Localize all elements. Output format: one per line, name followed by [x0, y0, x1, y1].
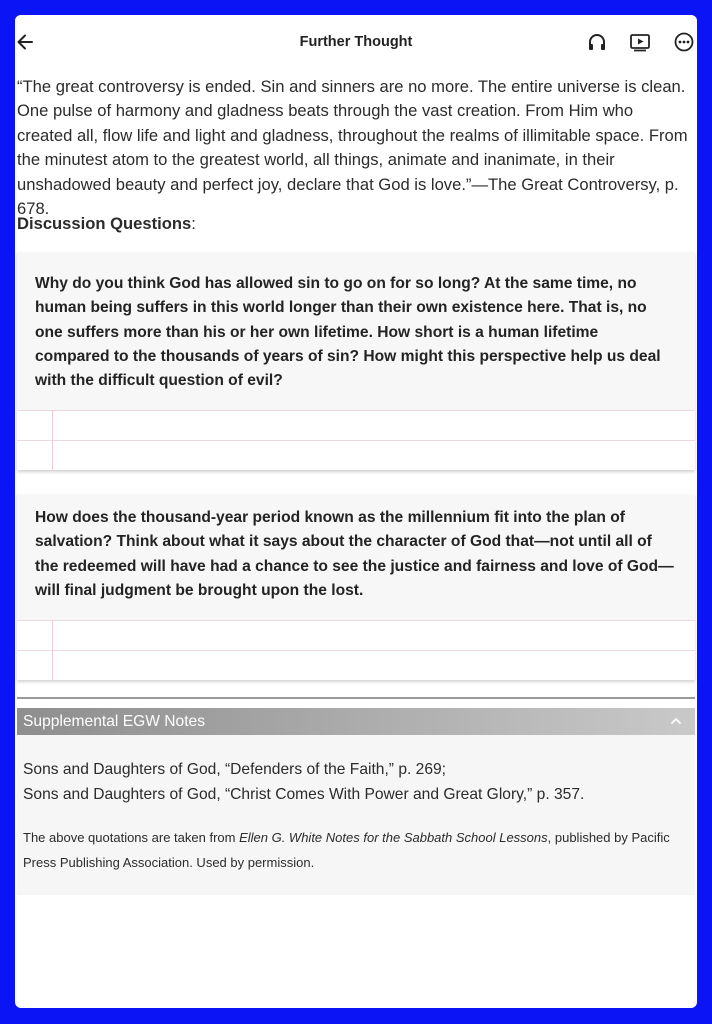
answer-rule [17, 650, 695, 651]
question-card [17, 252, 695, 470]
section-divider [17, 697, 695, 699]
egw-notes-body [17, 735, 695, 895]
answer-margin-line [52, 410, 53, 470]
answer-margin-line [52, 620, 53, 680]
egw-notes-header[interactable] [17, 708, 695, 735]
video-button[interactable] [629, 31, 651, 53]
chevron-up-icon[interactable] [667, 712, 685, 730]
answer-input[interactable] [17, 410, 695, 470]
egw-reference: Sons and Daughters of God, “Christ Comes With Power and Great Glory,” p. 357. [23, 785, 585, 803]
top-bar [15, 15, 697, 71]
answer-rule [17, 440, 695, 441]
answer-input[interactable] [17, 620, 695, 680]
headphones-icon [586, 40, 608, 57]
discussion-heading [17, 214, 196, 234]
question-card [17, 494, 695, 680]
discussion-heading-label: Discussion Questions [17, 214, 192, 233]
question-text: How does the thousand-year period known as the millennium fit into the plan of salvation? Think about what it says about the character of God that—not until all of the redeemed will have had a chance to see the justice and fairness and love of God—will final judgment be brought upon the lost. [35, 509, 674, 599]
discussion-heading-colon: : [191, 214, 196, 233]
question-text: Why do you think God has allowed sin to go on for so long? At the same time, no human being suffers in this world longer than their own existence here. That is, no one suffers more than his or her own lifetime. How short is a human lifetime compared to the thousands of years of sin? How might this perspective help us deal with the difficult question of evil? [35, 275, 661, 390]
video-play-icon [629, 40, 651, 57]
egw-note-suffix: , published by Pacific Press Publishing Association. Used by permission. [23, 830, 670, 870]
egw-note-source: Ellen G. White Notes for the Sabbath School Lessons [239, 830, 548, 845]
egw-permission-note [23, 825, 689, 875]
audio-button[interactable] [586, 31, 608, 53]
quote-paragraph: “The great controversy is ended. Sin and sinners are no more. The entire universe is clean. One pulse of harmony and gladness beats through the vast creation. From Him who created all, flow life and light and gladness, throughout the realms of illimitable space. From the minutest atom to the greatest world, all things, animate and inanimate, in their unshadowed beauty and perfect joy, declare that God is love.”—The Great Controversy, p. 678. [17, 77, 688, 219]
answer-rule [17, 620, 695, 621]
egw-references [23, 758, 584, 807]
app-screen [15, 15, 697, 1008]
more-options-icon [673, 40, 695, 57]
egw-reference: Sons and Daughters of God, “Defenders of the Faith,” p. 269; [23, 761, 447, 778]
egw-note-prefix: The above quotations are taken from [23, 830, 240, 845]
page-title: Further Thought [299, 34, 413, 50]
more-options-button[interactable] [673, 31, 695, 53]
egw-notes-title: Supplemental EGW Notes [23, 713, 206, 730]
answer-rule [17, 410, 695, 411]
